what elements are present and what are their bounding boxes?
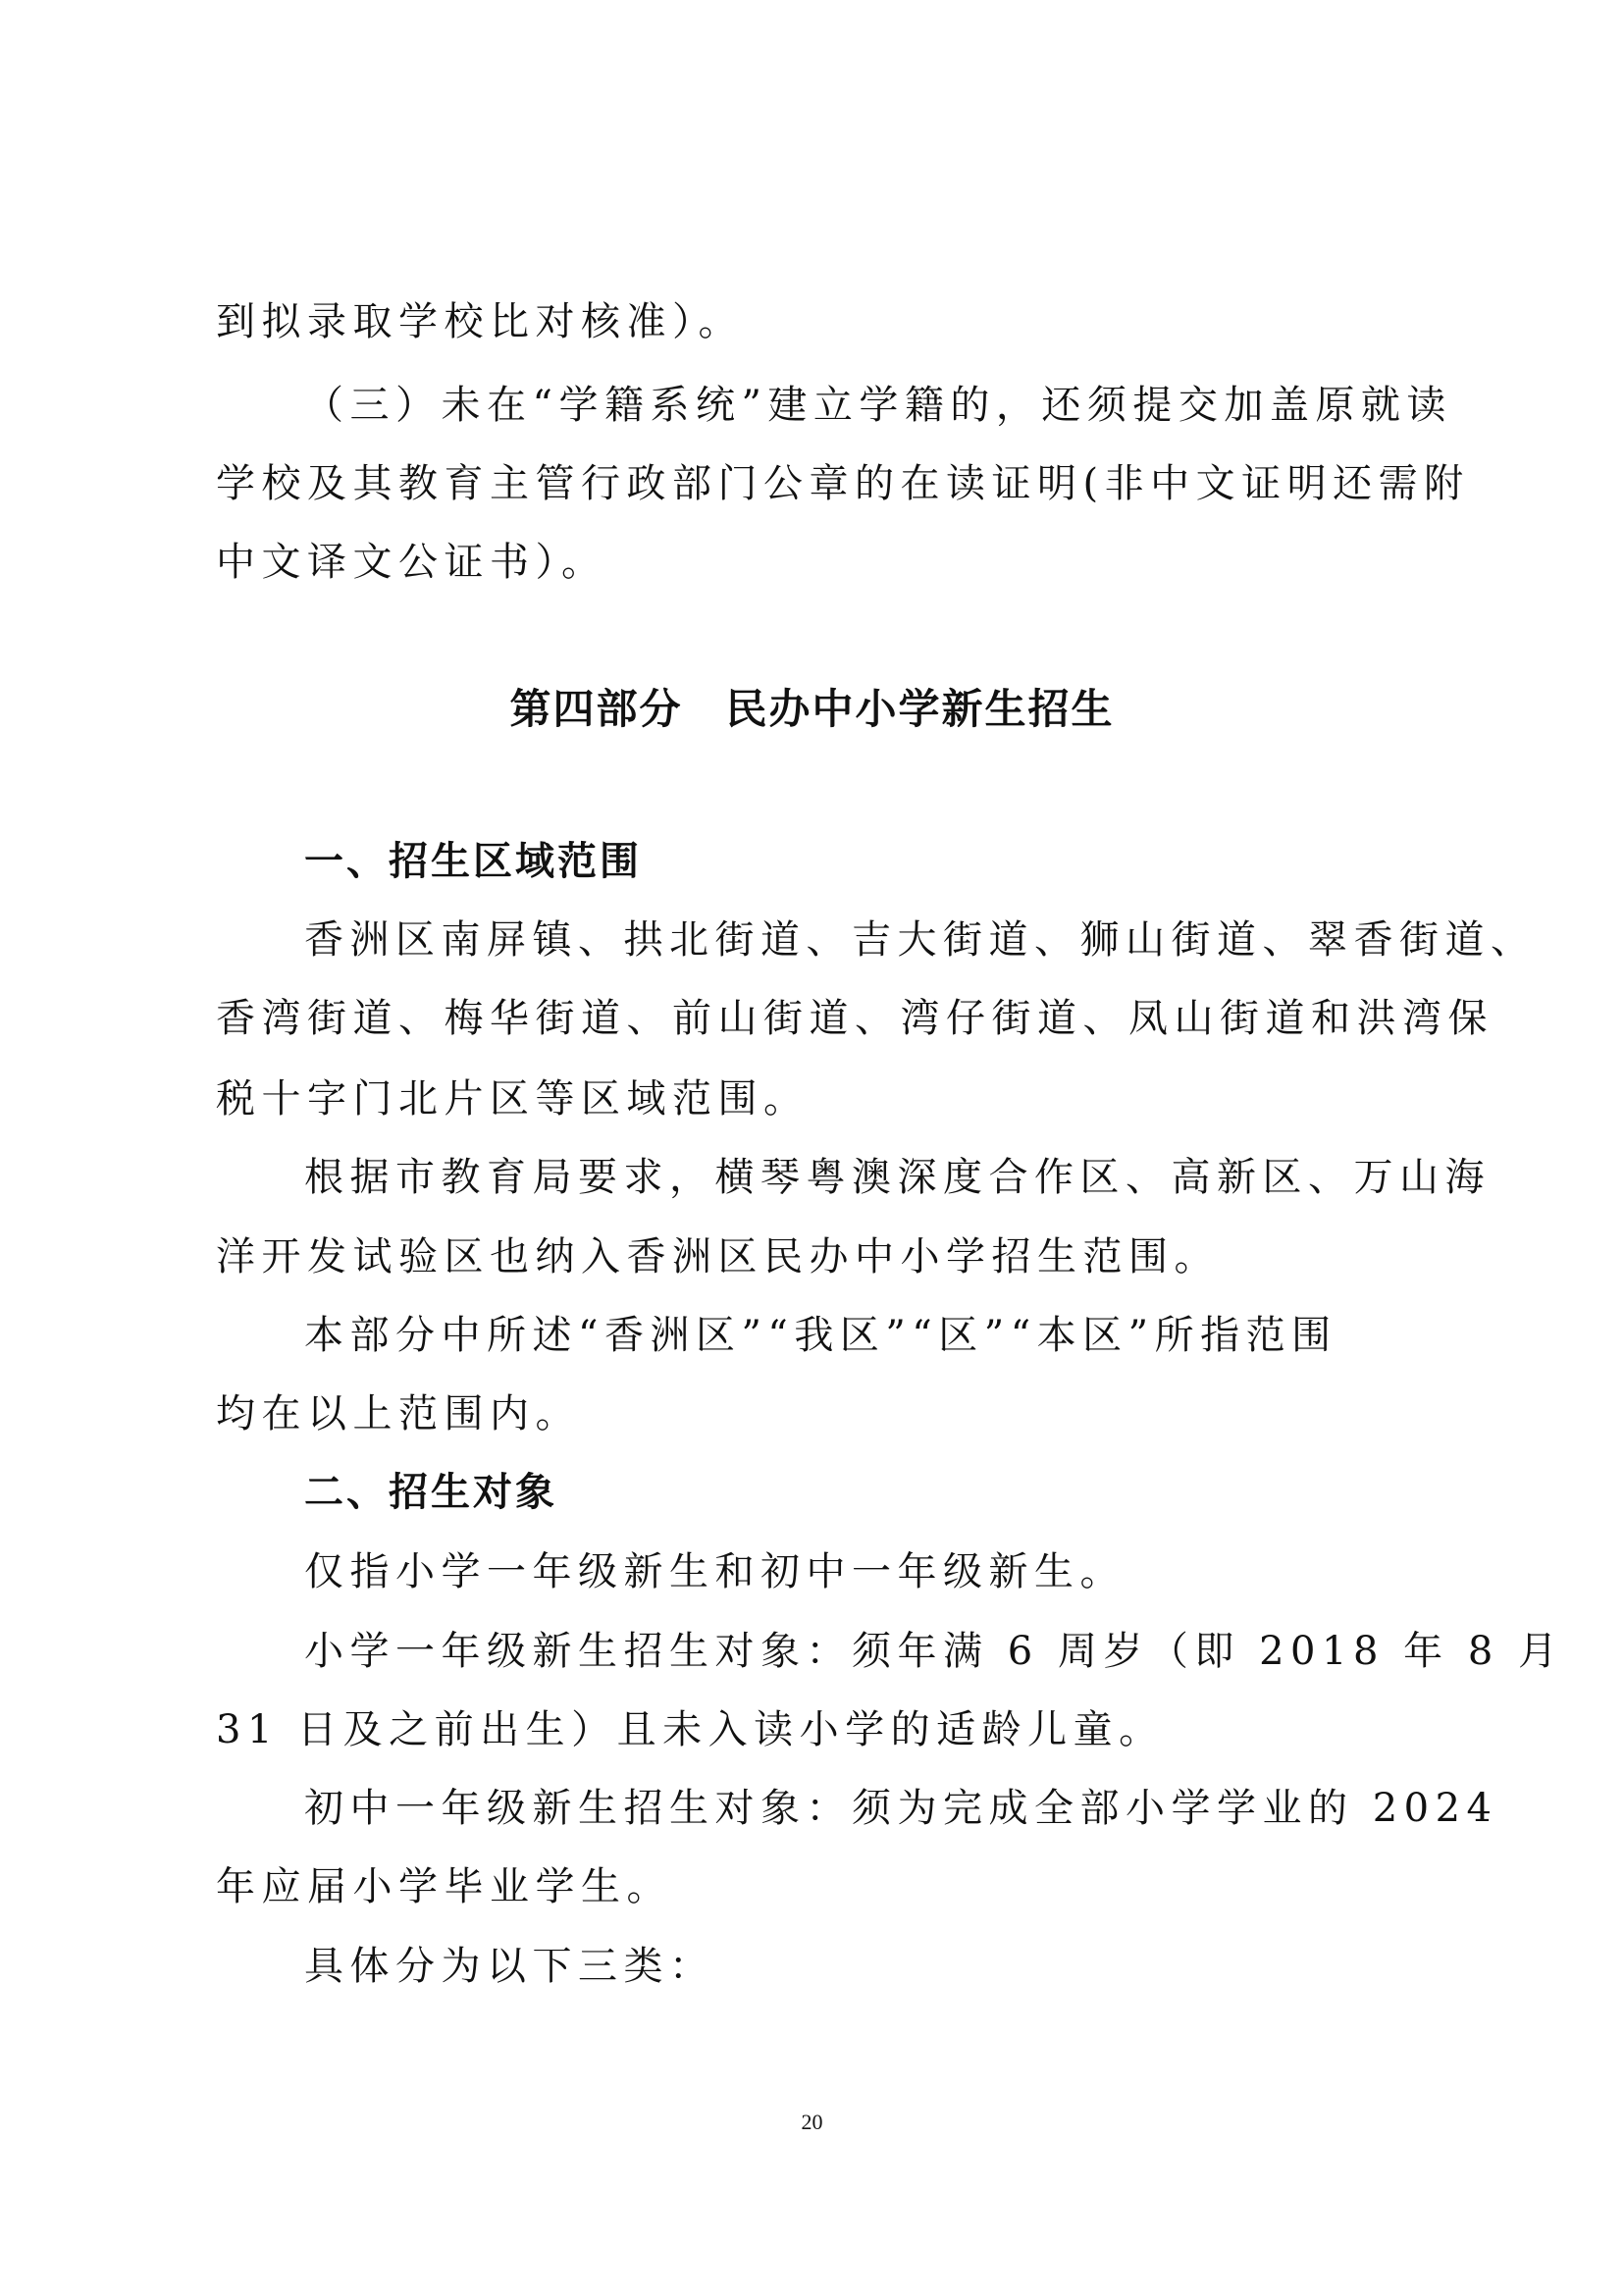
paragraph-line: 初中一年级新生招生对象：须为完成全部小学学业的 2024 — [304, 1786, 1498, 1831]
paragraph-line: 税十字门北片区等区域范围。 — [216, 1076, 810, 1122]
paragraph-line: 31 日及之前出生）且未入读小学的适龄儿童。 — [216, 1707, 1165, 1752]
page-number: 20 — [801, 2110, 823, 2134]
paragraph-line: 具体分为以下三类： — [304, 1944, 715, 1989]
paragraph-line: 根据市教育局要求，横琴粤澳深度合作区、高新区、万山海 — [304, 1155, 1491, 1200]
paragraph-line: 香湾街道、梅华街道、前山街道、湾仔街道、凤山街道和洪湾保 — [216, 996, 1493, 1041]
paragraph-line: 中文译文公证书）。 — [216, 540, 607, 585]
paragraph-line: 年应届小学毕业学生。 — [216, 1864, 672, 1909]
section-title: 第四部分 民办中小学新生招生 — [509, 685, 1115, 733]
paragraph-line: 学校及其教育主管行政部门公章的在读证明(非中文证明还需附 — [216, 461, 1470, 506]
paragraph-line: 本部分中所述“香洲区”“我区”“区”“本区”所指范围 — [304, 1313, 1337, 1358]
subsection-title: 二、招生对象 — [304, 1470, 557, 1515]
paragraph-line: 香洲区南屏镇、拱北街道、吉大街道、狮山街道、翠香街道、 — [304, 917, 1537, 963]
paragraph-line: 到拟录取学校比对核准）。 — [216, 299, 744, 344]
paragraph-line: 小学一年级新生招生对象：须年满 6 周岁（即 2018 年 8 月 — [304, 1629, 1564, 1674]
paragraph-line: 仅指小学一年级新生和初中一年级新生。 — [304, 1549, 1126, 1594]
paragraph-line: （三）未在“学籍系统”建立学籍的，还须提交加盖原就读 — [304, 383, 1452, 428]
paragraph-line: 均在以上范围内。 — [216, 1391, 581, 1436]
subsection-title: 一、招生区域范围 — [304, 839, 642, 884]
paragraph-line: 洋开发试验区也纳入香洲区民办中小学招生范围。 — [216, 1234, 1220, 1279]
